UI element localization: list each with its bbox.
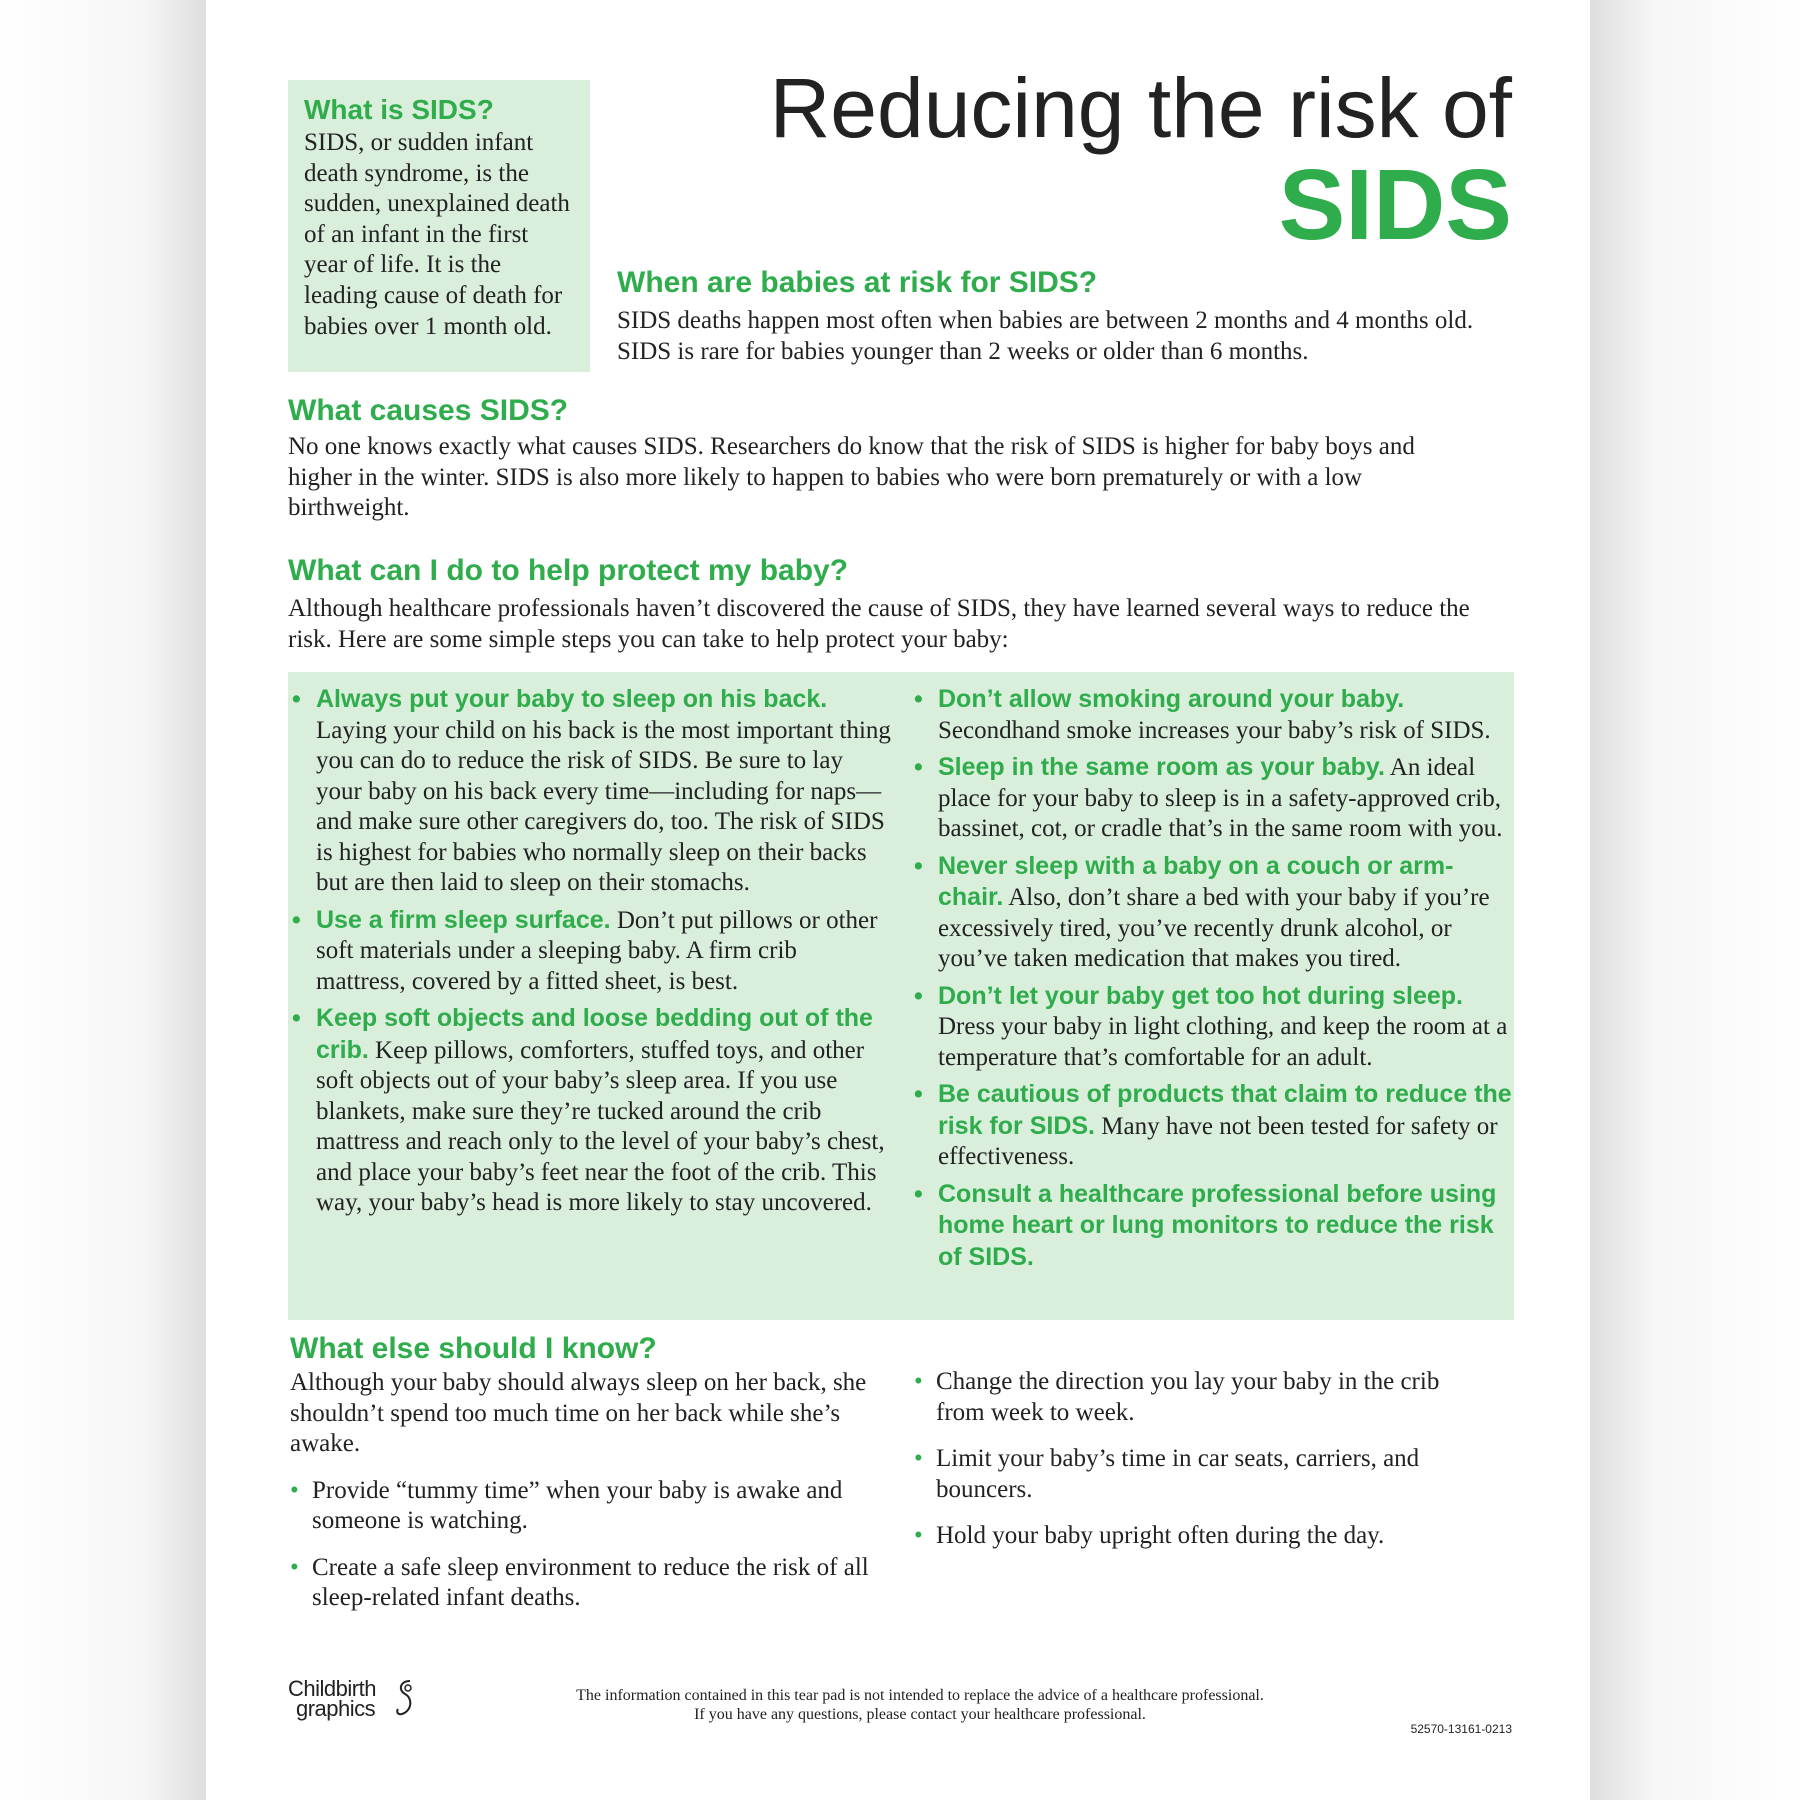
what-is-sids-box: [288, 80, 590, 372]
list-item: • Consult a healthcare professional before using home heart or lung monitors to reduce the risk of SIDS.: [914, 1179, 1497, 1271]
bullet: •: [290, 1553, 299, 1581]
bullet: •: [292, 1004, 301, 1032]
bullet: •: [914, 1522, 923, 1549]
logo-swirl-icon: [394, 1678, 416, 1718]
page-shadow-left: [0, 0, 206, 1800]
when-risk-section: [617, 264, 1497, 367]
protect-intro: Although healthcare professionals haven’t discovered the cause of SIDS, they have learned several ways to reduce the risk. Here are some simple steps you can take to help protect your baby:: [288, 595, 1470, 653]
else-section: [290, 1330, 890, 1630]
bullet: •: [914, 981, 923, 1010]
protect-section: [288, 552, 1488, 655]
bullet: •: [292, 685, 301, 713]
list-item: • Don’t let your baby get too hot during sleep. Dress your baby in light clothing, and keep the room at a temperature that’s comfortable for an adult.: [914, 981, 1508, 1071]
product-code: 52570-13161-0213: [1410, 1722, 1512, 1736]
logo-line-2: graphics: [296, 1696, 376, 1721]
list-item: • Don’t allow smoking around your baby. Secondhand smoke increases your baby’s risk of SIDS.: [914, 685, 1491, 744]
list-item: • Change the direction you lay your baby in the crib from week to week.: [914, 1368, 1440, 1426]
bullet: •: [914, 1179, 923, 1208]
list-item: • Create a safe sleep environment to reduce the risk of all sleep-related infant deaths.: [290, 1553, 869, 1611]
protect-tips-left-column: [292, 684, 892, 1225]
disclaimer-line-1: The information contained in this tear pad is not intended to replace the advice of a healthcare professional.: [576, 1687, 1264, 1704]
causes-body: No one knows exactly what causes SIDS. Researchers do know that the risk of SIDS is higher for baby boys and higher in the winter. SIDS is also more likely to happen to babies who were born prematurely or with a low birthweight.: [288, 433, 1415, 521]
disclaimer: [470, 1686, 1370, 1724]
causes-heading: What causes SIDS?: [288, 394, 569, 427]
else-intro: Although your baby should always sleep on her back, she shouldn’t spend too much time on her back while she’s awake.: [290, 1369, 867, 1457]
bullet: •: [290, 1476, 299, 1504]
bullet: •: [914, 1445, 923, 1472]
list-item: • Limit your baby’s time in car seats, carriers, and bouncers.: [914, 1445, 1420, 1503]
bullet: •: [914, 1080, 923, 1108]
protect-tips-right-column: [914, 684, 1514, 1279]
when-risk-heading: When are babies at risk for SIDS?: [617, 266, 1098, 299]
what-is-sids-heading: What is SIDS?: [304, 94, 494, 125]
page-title: Reducing the risk of: [769, 61, 1512, 155]
list-item: • Sleep in the same room as your baby. An ideal place for your baby to sleep is in a safety-approved crib, bassinet, cot, or cradle that’s in the same room with you.: [914, 753, 1503, 842]
logo-line-1: Childbirth: [288, 1676, 376, 1701]
list-item: • Be cautious of products that claim to reduce the risk for SIDS. Many have not been tested for safety or effectiveness.: [914, 1080, 1512, 1170]
childbirth-graphics-logo: [288, 1676, 428, 1726]
bullet: •: [914, 1368, 923, 1395]
bullet: •: [914, 685, 923, 713]
bullet: •: [914, 851, 923, 880]
list-item: • Provide “tummy time” when your baby is awake and someone is watching.: [290, 1476, 843, 1534]
causes-section: [288, 392, 1458, 524]
list-item: • Use a firm sleep surface. Don’t put pillows or other soft materials under a sleeping baby. A firm crib mattress, covered by a fitted sheet, is best.: [292, 905, 878, 995]
else-heading: What else should I know?: [290, 1332, 657, 1365]
page-shadow-right: [1590, 0, 1800, 1800]
when-risk-body: SIDS deaths happen most often when babies are between 2 months and 4 months old. SIDS is rare for babies younger than 2 weeks or older than 6 months.: [617, 307, 1474, 365]
else-right-column: [914, 1367, 1474, 1568]
disclaimer-line-2: If you have any questions, please contact your healthcare professional.: [694, 1706, 1146, 1723]
list-item: • Hold your baby upright often during the day.: [914, 1521, 1474, 1552]
bullet: •: [914, 753, 923, 781]
list-item: • Always put your baby to sleep on his back. Laying your child on his back is the most important thing you can do to reduce the risk of SIDS. Be sure to lay your baby on his back every time—including for naps—and make sure other caregivers do, too. The risk of SIDS is highest for babies who normally sleep on their backs but are then laid to sleep on their stomachs.: [292, 685, 891, 896]
list-item: • Never sleep with a baby on a couch or arm-chair. Also, don’t share a bed with your baby if you’re excessively tired, you’ve recently drunk alcohol, or you’ve taken medication that makes you tired.: [914, 851, 1490, 972]
bullet: •: [292, 905, 301, 934]
what-is-sids-body: SIDS, or sudden infant death syndrome, is the sudden, unexplained death of an infant in the first year of life. It is the leading cause of death for babies over 1 month old.: [304, 129, 570, 340]
page-title-sids: SIDS: [1278, 149, 1512, 261]
protect-heading: What can I do to help protect my baby?: [288, 554, 849, 587]
list-item: • Keep soft objects and loose bedding out of the crib. Keep pillows, comforters, stuffed toys, and other soft objects out of your baby’s sleep area. If you use blankets, make sure they’re tucked around the crib mattress and reach only to the level of your baby’s chest, and place your baby’s feet near the foot of the crib. This way, your baby’s head is more likely to stay uncovered.: [292, 1004, 885, 1216]
